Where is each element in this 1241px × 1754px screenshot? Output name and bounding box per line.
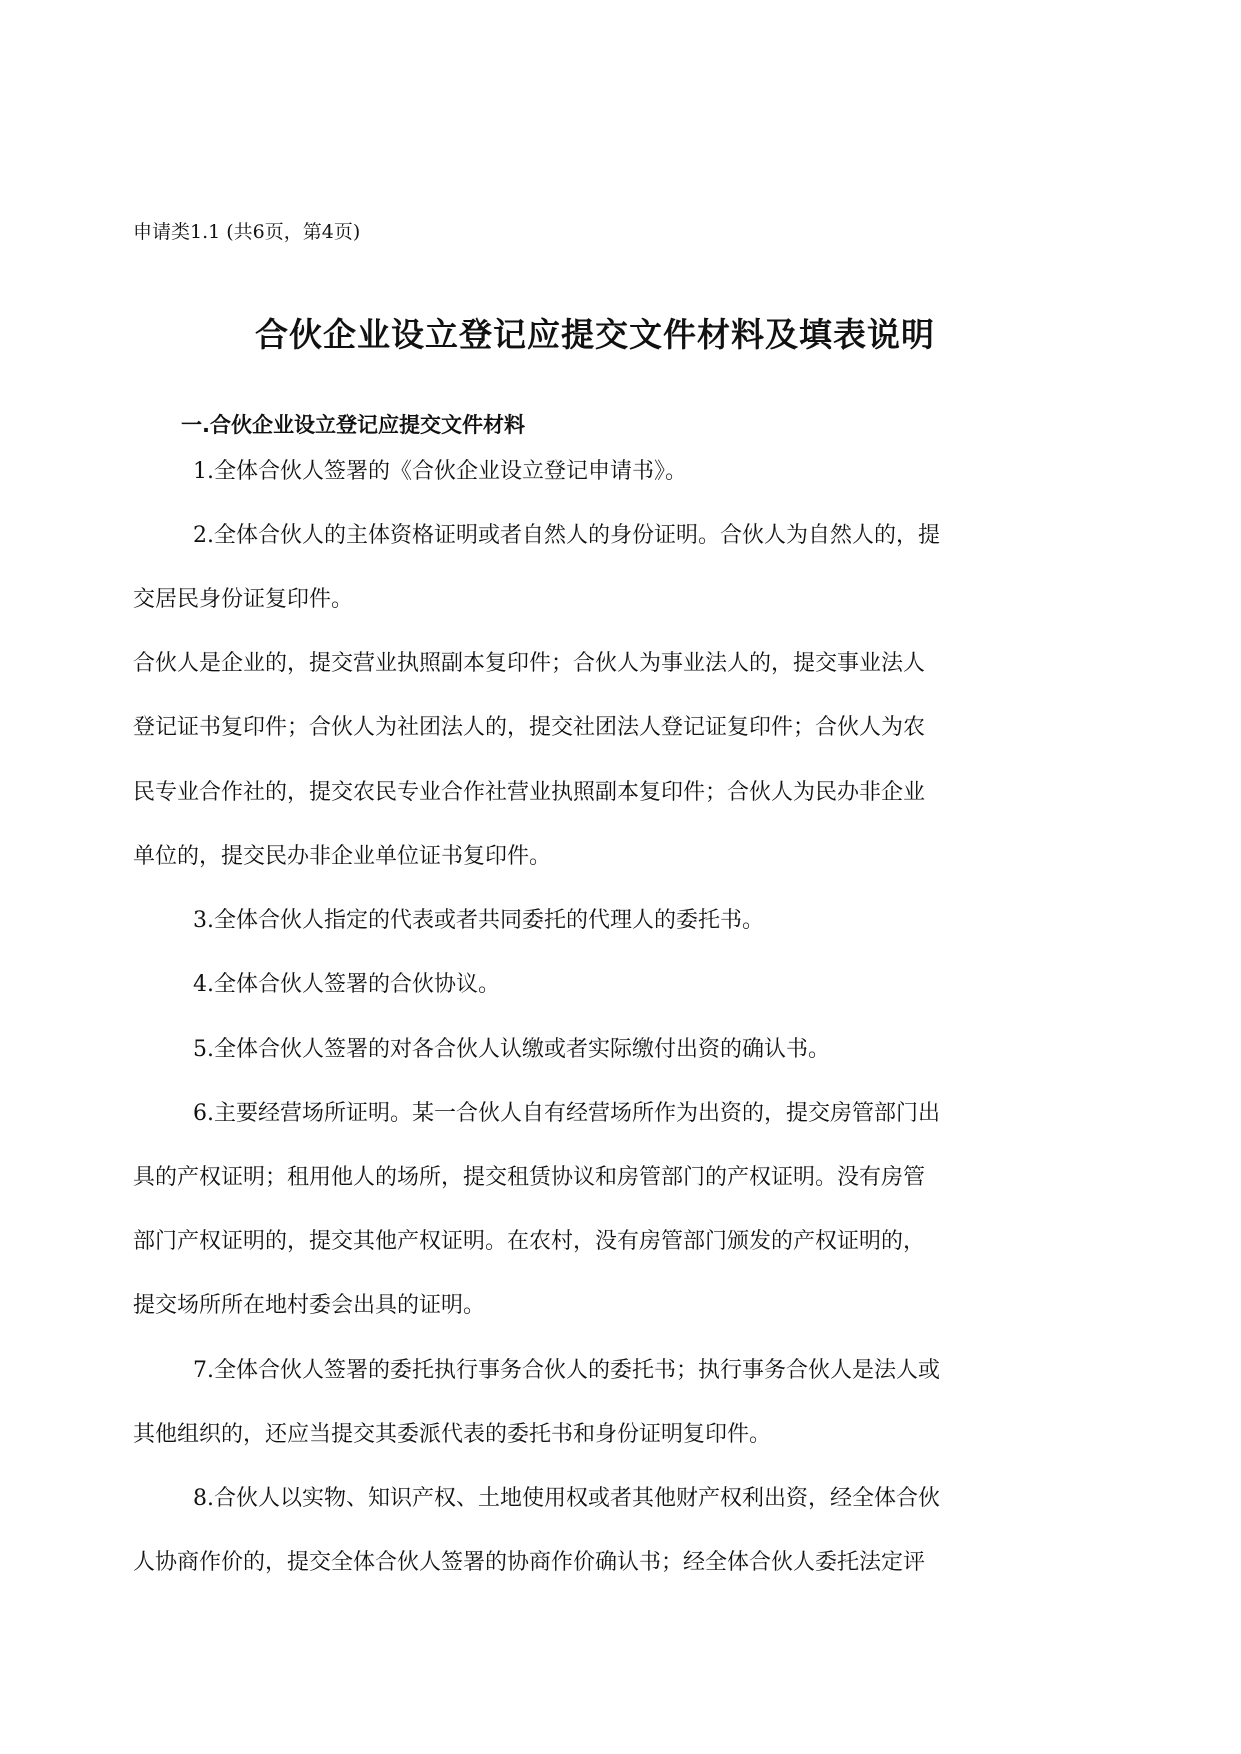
paragraph-line: 6.主要经营场所证明。某一合伙人自有经营场所作为出资的，提交房管部门出 — [193, 1101, 940, 1126]
paragraph-line: 合伙人是企业的，提交营业执照副本复印件；合伙人为事业法人的，提交事业法人 — [133, 651, 926, 676]
paragraph-line: 1.全体合伙人签署的《合伙企业设立登记申请书》。 — [193, 459, 687, 484]
paragraph-line: 民专业合作社的，提交农民专业合作社营业执照副本复印件；合伙人为民办非企业 — [133, 780, 926, 805]
paragraph-line: 4.全体合伙人签署的合伙协议。 — [193, 972, 500, 997]
paragraph-line: 5.全体合伙人签署的对各合伙人认缴或者实际缴付出资的确认书。 — [193, 1037, 830, 1062]
page-header: 申请类1.1 (共6页，第4页) — [133, 221, 361, 243]
document-title: 合伙企业设立登记应提交文件材料及填表说明 — [255, 315, 935, 354]
paragraph-line: 8.合伙人以实物、知识产权、土地使用权或者其他财产权利出资，经全体合伙 — [193, 1486, 940, 1511]
paragraph-line: 部门产权证明的，提交其他产权证明。在农村，没有房管部门颁发的产权证明的， — [133, 1229, 926, 1254]
paragraph-line: 登记证书复印件；合伙人为社团法人的，提交社团法人登记证复印件；合伙人为农 — [133, 715, 926, 740]
paragraph-line: 3.全体合伙人指定的代表或者共同委托的代理人的委托书。 — [193, 908, 764, 933]
paragraph-line: 交居民身份证复印件。 — [133, 587, 354, 612]
paragraph-line: 其他组织的，还应当提交其委派代表的委托书和身份证明复印件。 — [133, 1422, 772, 1447]
paragraph-line: 提交场所所在地村委会出具的证明。 — [133, 1293, 486, 1318]
paragraph-line: 人协商作价的，提交全体合伙人签署的协商作价确认书；经全体合伙人委托法定评 — [133, 1550, 926, 1575]
paragraph-line: 7.全体合伙人签署的委托执行事务合伙人的委托书；执行事务合伙人是法人或 — [193, 1358, 940, 1383]
paragraph-line: 单位的，提交民办非企业单位证书复印件。 — [133, 844, 552, 869]
paragraph-line: 2.全体合伙人的主体资格证明或者自然人的身份证明。合伙人为自然人的，提 — [193, 523, 940, 548]
section-heading: 一.合伙企业设立登记应提交文件材料 — [181, 413, 525, 437]
paragraph-line: 具的产权证明；租用他人的场所，提交租赁协议和房管部门的产权证明。没有房管 — [133, 1165, 926, 1190]
